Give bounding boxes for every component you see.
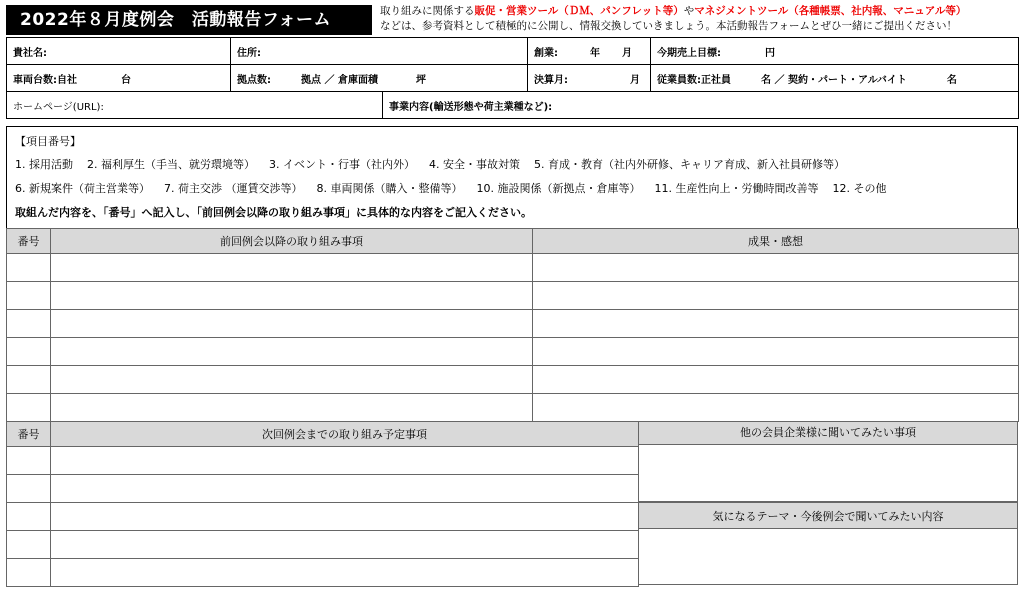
col-header-themes: 気になるテーマ・今後例会で聞いてみたい内容 [638, 502, 1018, 529]
table-row [7, 503, 639, 531]
col-header-number: 番号 [7, 229, 51, 254]
form-title: 2022年８月度例会 活動報告フォーム [6, 5, 372, 35]
col-header-past-activities: 前回例会以降の取り組み事項 [51, 229, 533, 254]
item-row-2: 6. 新規案件（荷主営業等） 7. 荷主交渉 （運賃交渉等） 8. 車両関係（購入・整備等） 10. 施設関係（新拠点・倉庫等） 11. 生産性向上・労働時間改善等 12. その他 [15, 182, 887, 195]
themes-field[interactable] [638, 528, 1018, 585]
founded-field[interactable]: 創業: 年 月 [528, 38, 651, 65]
planned-activities-table [6, 421, 639, 587]
table-row [7, 531, 639, 559]
table-row [7, 282, 1019, 310]
col-header-ask-members: 他の会員企業様に聞いてみたい事項 [638, 421, 1018, 445]
table-row [7, 310, 1019, 338]
table-row [7, 366, 1019, 394]
table-row [7, 475, 639, 503]
business-field[interactable]: 事業内容(輸送形態や荷主業種など): [383, 92, 1019, 119]
company-name-field[interactable]: 貴社名: [7, 38, 231, 65]
item-row-1: 1. 採用活動 2. 福利厚生（手当、就労環境等） 3. イベント・行事（社内外） 4. 安全・事故対策 5. 育成・教育（社内外研修、キャリア育成、新入社員研修等） [15, 158, 845, 171]
bases-field[interactable]: 拠点数: 拠点 ／ 倉庫面積 坪 [231, 65, 528, 92]
settlement-field[interactable]: 決算月: 月 [528, 65, 651, 92]
table-row [7, 559, 639, 587]
col-header-number-2: 番号 [7, 422, 51, 447]
ask-members-field[interactable] [638, 444, 1018, 502]
address-field[interactable]: 住所: [231, 38, 528, 65]
table-row [7, 338, 1019, 366]
table-row [7, 394, 1019, 422]
instruction-text: 取組んだ内容を、「番号」へ記入し、「前回例会以降の取り組み事項」に具体的な内容をご記入ください。 [15, 206, 532, 219]
col-header-planned-activities: 次回例会までの取り組み予定事項 [51, 422, 639, 447]
sales-target-field[interactable]: 今期売上目標: 円 [651, 38, 1019, 65]
company-info-table [6, 37, 1019, 119]
homepage-field[interactable]: ホームページ(URL): [7, 92, 383, 119]
table-row [7, 254, 1019, 282]
table-row [7, 447, 639, 475]
notice-text: 取り組みに関係する販促・営業ツール（ＤＭ、パンフレット等）やマネジメントツール（各種帳票、社内報、マニュアル等） などは、参考資料として積極的に公開し、情報交換していきましょう。本活動報告フォームとぜひ一緒にご提出ください！ [380, 5, 967, 32]
item-heading: 【項目番号】 [15, 135, 81, 148]
vehicles-field[interactable]: 車両台数:自社 台 [7, 65, 231, 92]
past-activities-table [6, 228, 1019, 422]
employees-field[interactable]: 従業員数:正社員 名 ／ 契約・パート・アルバイト 名 [651, 65, 1019, 92]
col-header-results: 成果・感想 [533, 229, 1019, 254]
item-number-section [6, 126, 1018, 228]
